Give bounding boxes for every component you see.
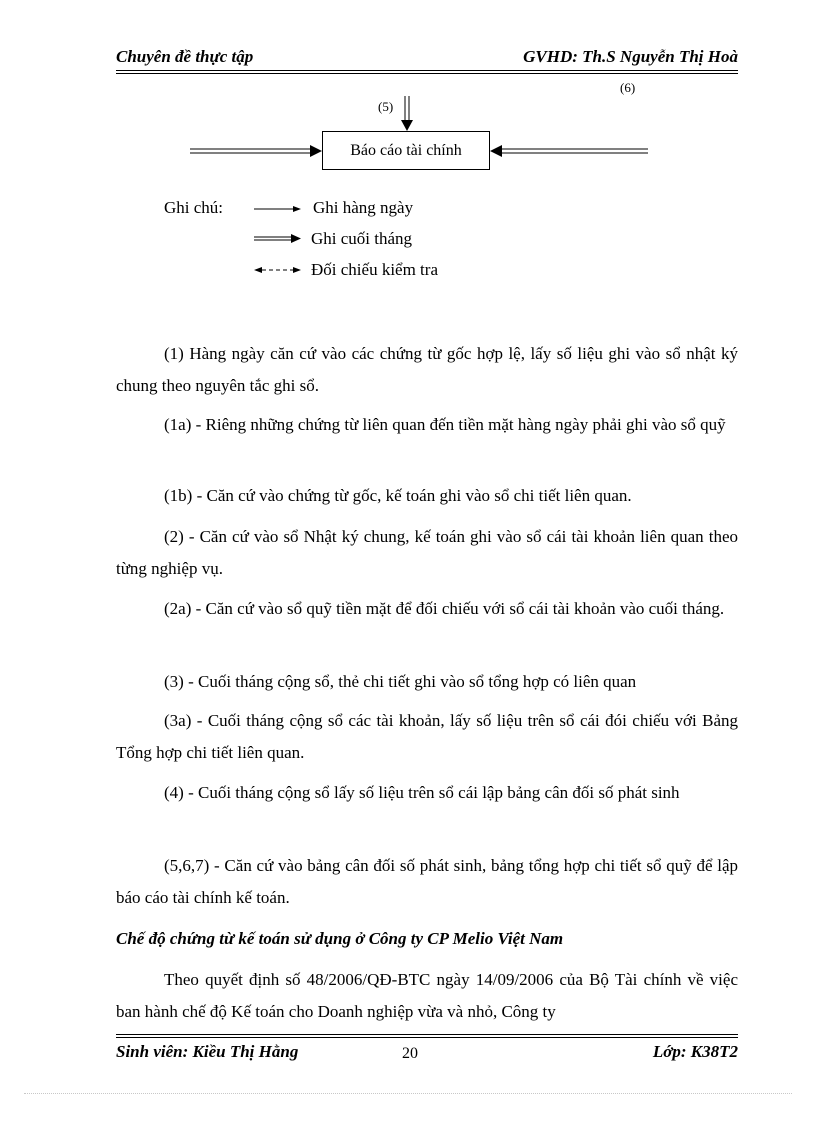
legend-title: Ghi chú: [164, 198, 224, 217]
legend-monthly-arrow-icon [254, 234, 301, 243]
legend-check-arrow-icon [254, 267, 301, 273]
left-double-line-icon [190, 145, 322, 157]
header-right: GVHD: Th.S Nguyễn Thị Hoà [523, 47, 738, 66]
section-heading: Chế độ chứng từ kế toán sử dụng ở Công ty CP Melio Việt Nam [116, 929, 564, 948]
page-edge [24, 1093, 792, 1094]
legend-daily-arrow-icon [254, 206, 301, 212]
arrow-5-icon [401, 96, 413, 131]
header-left: Chuyên đề thực tập [116, 47, 254, 66]
legend-monthly: Ghi cuối tháng [311, 229, 413, 248]
paragraph-5-6-7: (5,6,7) - Căn cứ vào bảng cân đối số phát sinh, bảng tổng hợp chi tiết sổ quỹ để lập báo cáo tài chính kế toán. [116, 856, 738, 907]
footer-left: Sinh viên: Kiều Thị Hằng [116, 1042, 299, 1061]
paragraph-2a: (2a) - Căn cứ vào sổ quỹ tiền mặt để đối chiếu với sổ cái tài khoản vào cuối tháng. [164, 599, 725, 618]
footer-rule [116, 1034, 738, 1035]
financial-report-box: Báo cáo tài chính [322, 131, 490, 170]
page-number: 20 [402, 1045, 418, 1062]
paragraph-1: (1) Hàng ngày căn cứ vào các chứng từ gốc hợp lệ, lấy số liệu ghi vào sổ nhật ký chung theo nguyên tắc ghi sổ. [116, 344, 738, 395]
diagram-label-5: (5) [378, 99, 394, 114]
paragraph-2: (2) - Căn cứ vào sổ Nhật ký chung, kế toán ghi vào sổ cái tài khoản liên quan theo từng nghiệp vụ. [116, 527, 738, 578]
legend-check: Đối chiếu kiểm tra [311, 260, 438, 279]
footer-rule-2 [116, 1037, 738, 1038]
arrow-6-icon [490, 145, 648, 157]
diagram-label-6: (6) [620, 80, 636, 95]
legend-daily: Ghi hàng ngày [313, 198, 414, 217]
paragraph-final: Theo quyết định số 48/2006/QĐ-BTC ngày 14/09/2006 của Bộ Tài chính về việc ban hành chế độ Kế toán cho Doanh nghiệp vừa và nhỏ, Công ty [116, 970, 738, 1021]
paragraph-3a: (3a) - Cuối tháng cộng sổ các tài khoản, lấy số liệu trên sổ cái đói chiếu với Bảng Tổng hợp chi tiết liên quan. [116, 711, 738, 762]
paragraph-3: (3) - Cuối tháng cộng sổ, thẻ chi tiết ghi vào sổ tổng hợp có liên quan [164, 672, 637, 691]
paragraph-1b: (1b) - Căn cứ vào chứng từ gốc, kế toán ghi vào sổ chi tiết liên quan. [164, 486, 632, 505]
footer-right: Lớp: K38T2 [652, 1042, 738, 1061]
paragraph-1a: (1a) - Riêng những chứng từ liên quan đến tiền mặt hàng ngày phải ghi vào sổ quỹ [164, 415, 726, 434]
paragraph-4: (4) - Cuối tháng cộng sổ lấy số liệu trên sổ cái lập bảng cân đối số phát sinh [164, 783, 680, 802]
